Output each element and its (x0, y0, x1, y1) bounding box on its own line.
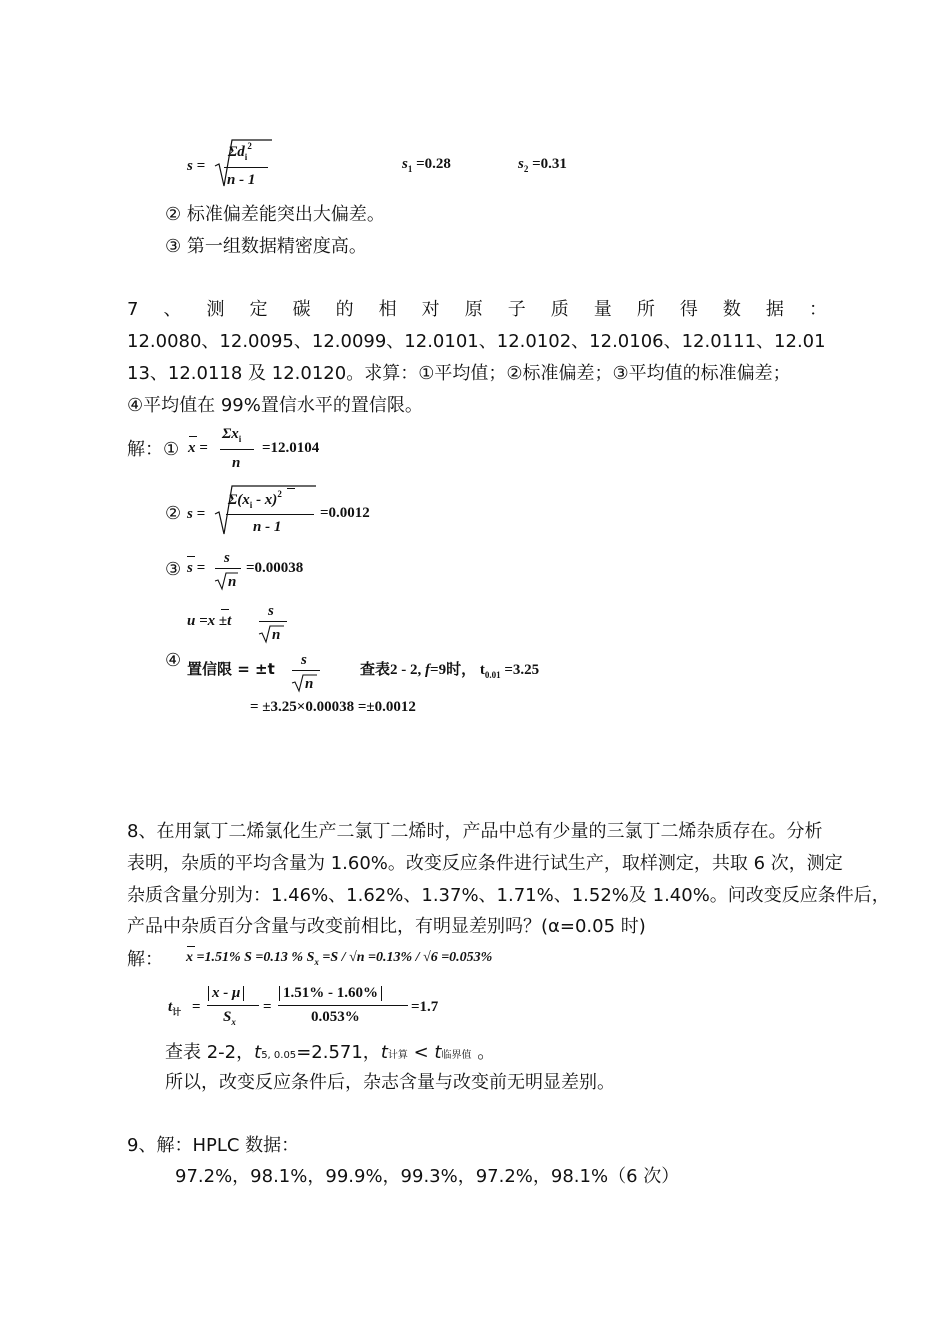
q8-conclusion: 所以，改变反应条件后，杂志含量与改变前无明显差别。 (165, 1072, 615, 1093)
fraction-bar (278, 1005, 408, 1006)
conf-result: = ±3.25×0.00038 =±0.0012 (250, 699, 416, 715)
fraction-bar (207, 1005, 259, 1006)
conf-numerator: s (301, 652, 307, 668)
std-denominator: n - 1 (253, 519, 282, 535)
marker-3: ③ (165, 559, 182, 580)
fraction-bar (292, 670, 320, 671)
stdmean-result: =0.00038 (246, 560, 304, 576)
fraction-bar (220, 449, 254, 450)
std-result: =0.0012 (320, 505, 370, 521)
q7-solution-label: 解：① (127, 439, 180, 460)
conf-label: 置信限 = ±t (187, 660, 275, 678)
q8-line-4: 产品中杂质百分含量与改变前相比，有明显差别吗？(α=0.05 时) (127, 916, 646, 937)
t-numerator-2: 1.51% - 1.60% (279, 986, 382, 1001)
q7-line-2: 12.0080、12.0095、12.0099、12.0101、12.0102、12.0106、12.0111、12.01 (127, 331, 826, 352)
equals-1: = (192, 999, 201, 1015)
overbar (221, 609, 229, 610)
q9-line-2: 97.2%，98.1%，99.9%，99.3%，97.2%，98.1%（6 次） (175, 1166, 680, 1187)
marker-4: ④ (165, 650, 182, 671)
fraction-bar (226, 514, 314, 515)
fraction-bar (215, 568, 241, 569)
stdmean-denominator: n (228, 574, 237, 590)
mu-denominator: n (272, 627, 281, 643)
s-denominator: n - 1 (227, 172, 256, 188)
q7-line-3: 13、12.0118 及 12.0120。求算：①平均值；②标准偏差；③平均值的标准偏差； (127, 363, 791, 384)
q9-line-1: 9、解：HPLC 数据： (127, 1135, 300, 1156)
q8-stats: x =1.51% S =0.13 % $S_x =S / √n =0.13\% / √6 =0.053\%$ (186, 950, 493, 967)
mean-result: =12.0104 (262, 440, 320, 456)
mean-lhs: x = (188, 440, 208, 456)
s1-value: $s_1 =0.28$ (402, 156, 451, 174)
note-line-2: ② 标准偏差能突出大偏差。 (165, 204, 385, 225)
fraction-bar (224, 167, 268, 168)
note-line-3: ③ 第一组数据精密度高。 (165, 236, 367, 257)
overbar (287, 488, 295, 489)
mu-lhs: u =x ±t (187, 613, 232, 629)
s-numerator: $\Sigma d_i^2$ (228, 141, 252, 162)
t-denominator-2: 0.053% (311, 1009, 360, 1025)
std-numerator: $\Sigma(x_i - x)^2$ (228, 489, 282, 510)
overbar (189, 436, 197, 437)
t-calc-lhs: $t_计$ (168, 999, 182, 1017)
mean-numerator: $\Sigma x_i$ (222, 426, 242, 444)
marker-2: ② (165, 503, 182, 524)
stdmean-numerator: s (224, 550, 230, 566)
t-result: =1.7 (411, 999, 439, 1015)
s-lhs: s = (187, 158, 206, 174)
q8-line-1: 8、在用氯丁二烯氯化生产二氯丁二烯时，产品中总有少量的三氯丁二烯杂质存在。分析 (127, 821, 823, 842)
std-lhs: s = (187, 506, 206, 522)
mean-denominator: n (232, 455, 241, 471)
equals-2: = (263, 999, 272, 1015)
mu-numerator: s (268, 603, 274, 619)
q8-lookup-line: 查表 2-2，t5, 0.05=2.571，t计算 < t临界值 。 (165, 1042, 496, 1063)
stdmean-lhs: s = (187, 560, 206, 576)
q7-line-4: ④平均值在 99%置信水平的置信限。 (127, 395, 423, 416)
conf-denominator: n (305, 676, 314, 692)
q8-line-3: 杂质含量分别为：1.46%、1.62%、1.37%、1.71%、1.52%及 1.40%。问改变反应条件后， (127, 885, 890, 906)
t-denominator-1: $S_x$ (223, 1009, 236, 1027)
fraction-bar (259, 621, 287, 622)
overbar (187, 556, 195, 557)
overbar (187, 946, 195, 947)
q8-solution-label: 解： (127, 949, 163, 970)
conf-lookup: 查表2 - 2, f=9时， $t_{0.01} =3.25$ (360, 660, 540, 680)
q7-heading: 7 、 测 定 碳 的 相 对 原 子 质 量 所 得 数 据 ： (127, 299, 827, 320)
t-numerator-1: x - μ (208, 986, 244, 1001)
q8-line-2: 表明，杂质的平均含量为 1.60%。改变反应条件进行试生产，取样测定，共取 6 次，测定 (127, 853, 843, 874)
s2-value: $s_2 =0.31$ (518, 156, 567, 174)
